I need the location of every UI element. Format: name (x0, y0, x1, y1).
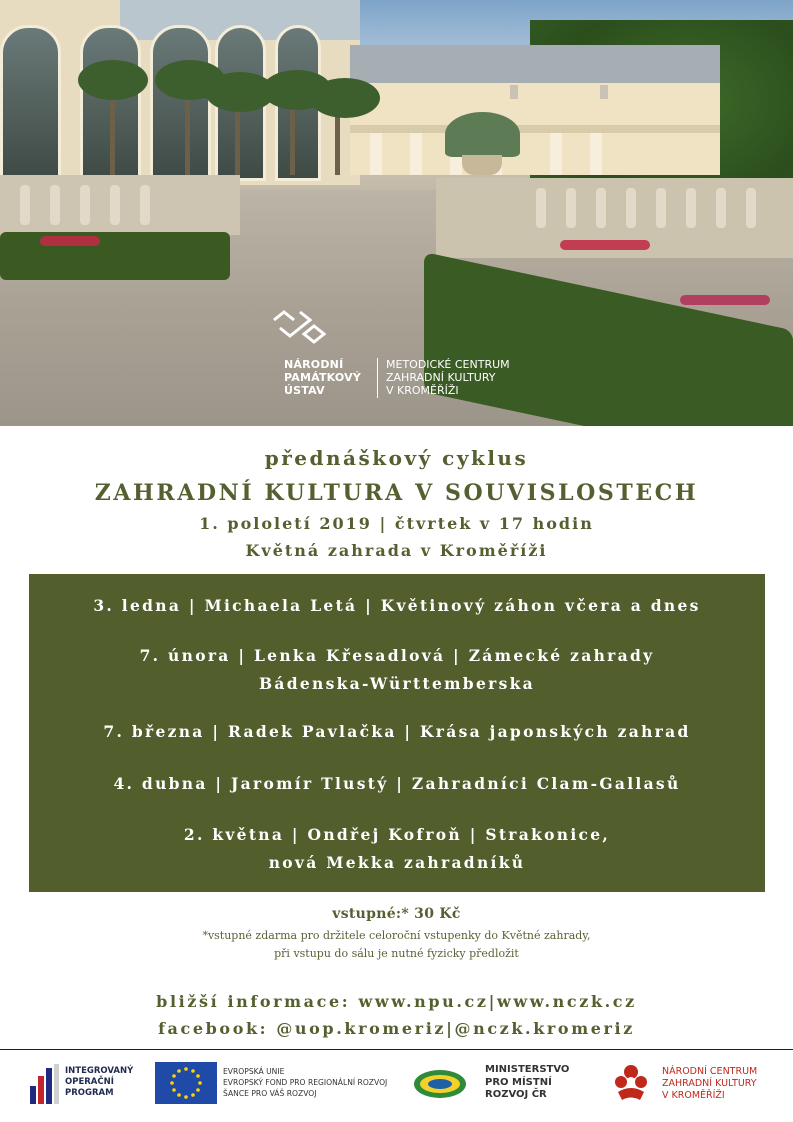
admission-price: vstupné:* 30 Kč (332, 906, 461, 922)
info-links[interactable]: bližší informace: www.npu.cz|www.nczk.cz (156, 992, 637, 1011)
iop-logo: INTEGROVANÝ OPERAČNÍ PROGRAM (30, 1062, 150, 1107)
npu-logo (268, 310, 533, 405)
lecture-item: 2. května | Ondřej Kofroň | Strakonice, nová Mekka zahradníků (183, 825, 611, 872)
series-label: přednáškový cyklus (264, 446, 529, 470)
eu-logo: EVROPSKÁ UNIE EVROPSKÝ FOND PRO REGIONÁLNÍ ROZVOJ ŠANCE PRO VÁŠ ROZVOJ (155, 1062, 405, 1107)
balustrade-left (0, 175, 240, 235)
lecture-item: 7. února | Lenka Křesadlová | Zámecké zahrady Bádenska-Württemberska (139, 646, 655, 693)
nczk-logo: NÁRODNÍ CENTRUM ZAHRADNÍ KULTURY V KROMĚŘÍŽI (610, 1062, 780, 1107)
eu-flag-icon (155, 1062, 217, 1104)
venue: Květná zahrada v Kroměříži (245, 541, 548, 560)
lecture-item: 7. března | Radek Pavlačka | Krása japonských zahrad (103, 722, 691, 741)
term-info: 1. pololetí 2019 | čtvrtek v 17 hodin (199, 514, 594, 533)
colonnade-building (350, 45, 720, 175)
facebook-links[interactable]: facebook: @uop.kromeriz|@nczk.kromeriz (158, 1019, 635, 1038)
agave-plant (445, 112, 520, 157)
hero-photo (0, 0, 793, 426)
lecture-item: 3. ledna | Michaela Letá | Květinový záhon včera a dnes (93, 596, 701, 615)
iop-bars-icon (30, 1064, 60, 1104)
npu-diamond-icon (270, 310, 328, 346)
mmr-logo: MINISTERSTVO PRO MÍSTNÍ ROZVOJ ČR (413, 1064, 578, 1109)
urn (462, 155, 502, 175)
hedge-left (0, 232, 230, 280)
npu-org-name: NÁRODNÍ PAMÁTKOVÝ ÚSTAV (284, 358, 362, 397)
footer-divider (0, 1049, 793, 1050)
npu-center-name: METODICKÉ CENTRUM ZAHRADNÍ KULTURY V KROMĚŘÍŽI (386, 358, 510, 397)
program-box (29, 574, 765, 892)
mmr-emblem-icon (413, 1068, 468, 1100)
nczk-flower-icon (610, 1062, 652, 1104)
lecture-item: 4. dubna | Jaromír Tlustý | Zahradníci Clam-Gallasů (113, 774, 681, 793)
logo-separator (377, 358, 378, 398)
admission-note-2: při vstupu do sálu je nutné fyzicky předložit (274, 947, 519, 960)
series-title: ZAHRADNÍ KULTURA V SOUVISLOSTECH (94, 480, 699, 506)
admission-note-1: *vstupné zdarma pro držitele celoroční vstupenky do Květné zahrady, (202, 929, 591, 942)
